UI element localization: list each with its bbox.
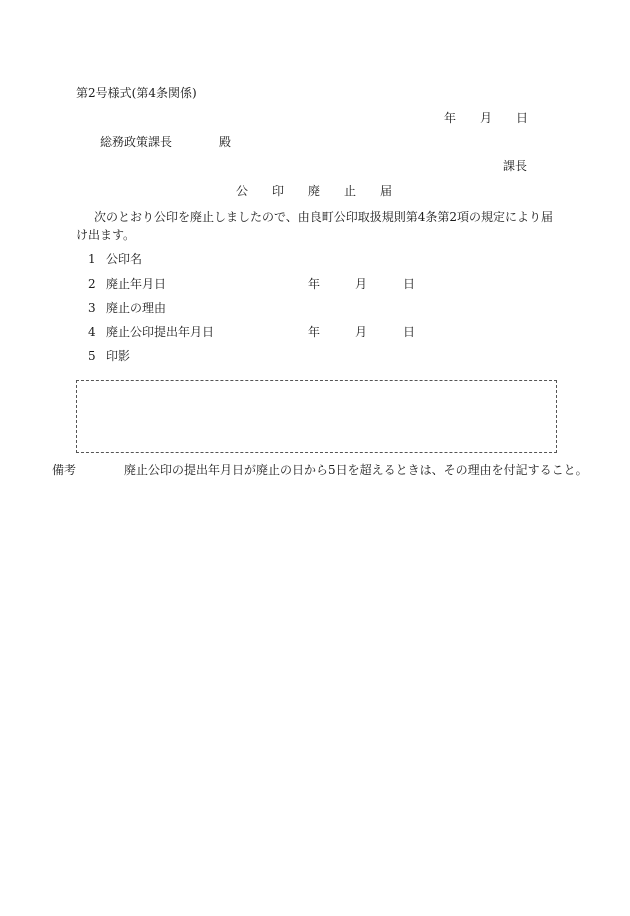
- addressee-honorific: 殿: [219, 135, 232, 149]
- submission-year-label: 年: [308, 325, 321, 339]
- item-number: 3: [88, 301, 96, 315]
- header-day-label: 日: [516, 111, 529, 125]
- title-char: 公: [236, 184, 249, 198]
- submission-month-label: 月: [355, 325, 368, 339]
- title-char: 廃: [308, 184, 321, 198]
- item-number: 4: [88, 325, 96, 339]
- form-number: 第2号様式(第4条関係): [76, 86, 197, 100]
- item-label: 廃止公印提出年月日: [106, 325, 215, 339]
- body-paragraph: 次のとおり公印を廃止しましたので、由良町公印取扱規則第4条第2項の規定により届け出ます。: [76, 210, 554, 242]
- remark-heading: 備考: [52, 463, 77, 477]
- list-item-reason: [88, 300, 166, 316]
- sender-title: 課長: [503, 159, 528, 173]
- remark-text: 廃止公印の提出年月日が廃止の日から5日を超えるときは、その理由を付記すること。: [124, 463, 588, 477]
- abolition-year-label: 年: [308, 277, 321, 291]
- abolition-month-label: 月: [355, 277, 368, 291]
- item-label: 公印名: [106, 252, 143, 266]
- remark-note: [52, 461, 592, 479]
- list-item-abolition-date: [88, 276, 166, 292]
- abolition-day-label: 日: [403, 277, 416, 291]
- list-item-submission-date: [88, 324, 214, 340]
- list-item-seal-impression: [88, 348, 130, 364]
- header-month-label: 月: [480, 111, 493, 125]
- seal-impression-box: [76, 380, 557, 453]
- item-label: 廃止の理由: [106, 301, 167, 315]
- item-number: 5: [88, 349, 96, 363]
- submission-day-label: 日: [403, 325, 416, 339]
- title-char: 止: [344, 184, 357, 198]
- list-item-seal-name: [88, 251, 142, 267]
- item-number: 1: [88, 252, 96, 266]
- addressee-name: 総務政策課長: [100, 135, 173, 149]
- header-year-label: 年: [444, 111, 457, 125]
- title-char: 届: [380, 184, 393, 198]
- item-number: 2: [88, 277, 96, 291]
- title-char: 印: [272, 184, 285, 198]
- item-label: 廃止年月日: [106, 277, 167, 291]
- item-label: 印影: [106, 349, 131, 363]
